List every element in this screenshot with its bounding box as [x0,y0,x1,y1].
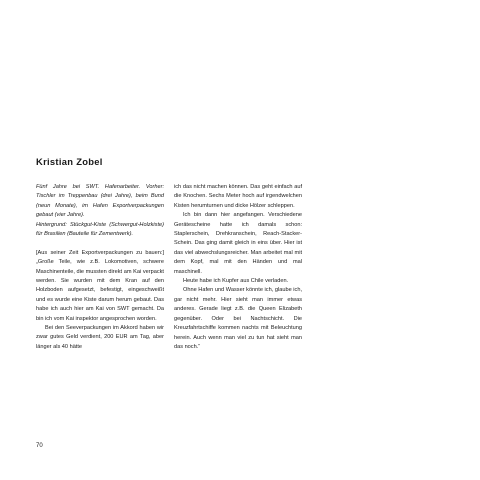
page-number: 70 [36,443,43,449]
body-paragraph: Ohne Hafen und Wasser könnte ich, glaube ich, gar nicht mehr. Hier sieht man immer etwas anderes. Gerade liegt z.B. die Queen Elizabeth gegenüber. Oder bei Nachtschicht. Die Kreuzfahrtschiffe kommen nachts mit Beleuchtung herein. Auch wenn man viel zu tun hat sieht man das noch.“ [174,287,302,350]
body-paragraph: Ich bin dann hier angefangen. Verschiedene Gerätescheine hatte ich damals schon: Staplerschein, Drehkranschein, Reach-Stacker-Schein. Das ging damit gleich in eins über. Hier ist das viel abwechslungsreicher. Man arbeitet mal mit dem Kopf, mal mit den Händen und mal maschinell. [174,212,302,275]
left-column [36,183,164,352]
body-paragraph: Bei den Seeverpackungen im Akkord haben wir zwar gutes Geld verdient, 200 EUR am Tag, aber länger als 40 hätte [36,325,164,350]
article-heading: Kristian Zobel [36,156,103,167]
right-column [174,183,302,352]
body-paragraph: Heute habe ich Kupfer aus Chile verladen. [183,278,289,285]
body-paragraph: [Aus seiner Zeit Exportverpackungen zu bauen:] „Große Teile, wie z.B. Lokomotiven, schwere Maschinenteile, die mussten direkt am Kai verpackt werden. Sie wurden mit dem Kran auf den Holzboden aufgesetzt, befestigt, eingeschweißt und es wurde eine Kiste darum herum gebaut. Das habe ich auch hier am Kai von SWT gemacht. Da bin ich vom Kai inspektor angesprochen worden. [36,249,164,322]
body-paragraph: ich das nicht machen können. Das geht einfach auf die Knochen. Sechs Meter hoch auf irgendwelchen Kisten herumturnen und dicke Hölzer schleppen. [174,184,302,209]
bio-paragraph: Fünf Jahre bei SWT. Hafenarbeiter. Vorher: Tischler im Treppenbau (drei Jahre), beim Bund (neun Monate), im Hafen Exportverpackungen gebaut (vier Jahre). [36,184,164,219]
background-paragraph: Hintergrund: Stückgut-Kiste (Schwergut-Holzkiste) für Brasilien (Bauteile für Zementwerk). [36,221,164,238]
